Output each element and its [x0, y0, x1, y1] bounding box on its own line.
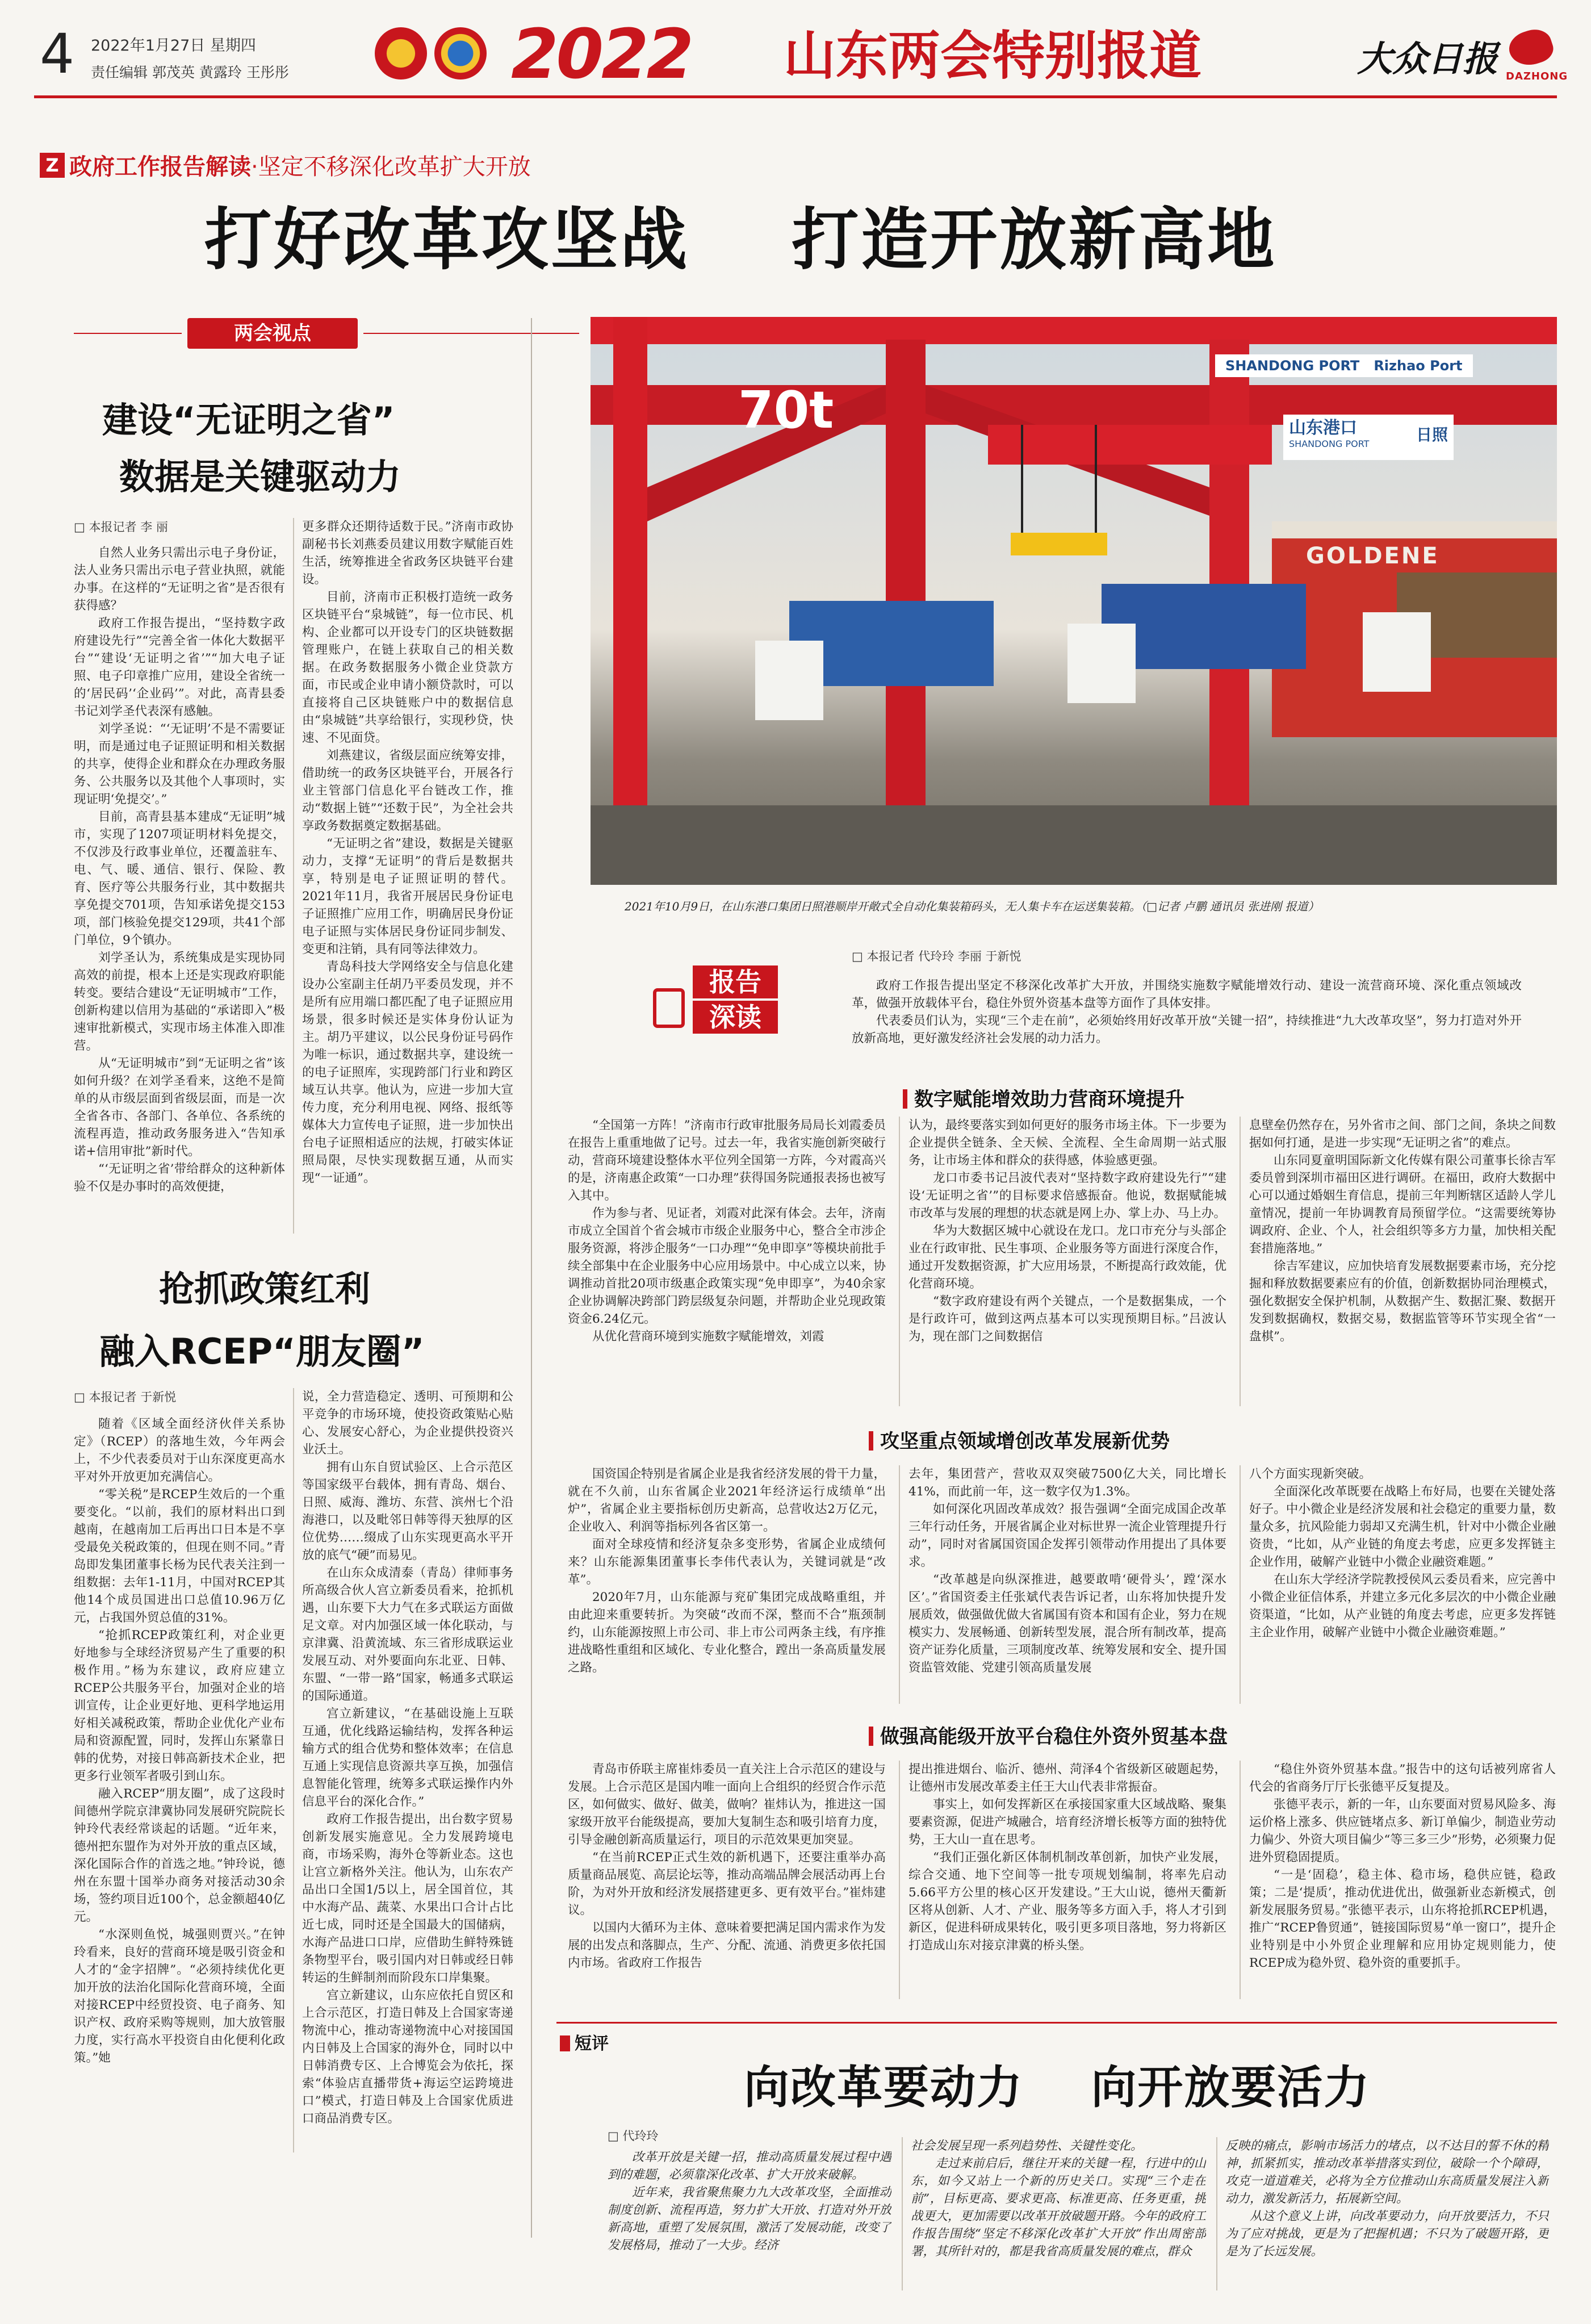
- badge-box: [187, 318, 358, 349]
- truck-cab: [755, 641, 823, 720]
- year-mark: 2022: [511, 15, 692, 94]
- paragraph: 龙口市委书记吕波代表对“坚持数字政府建设先行”“建设‘无证明之省’”的目标要求倍感振奋。他说，数据赋能城市改革与发展的理想的状态就是网上办、掌上办、马上办。: [908, 1171, 1226, 1220]
- heading-bar: [869, 1431, 873, 1451]
- paragraph: 青岛科技大学网络安全与信息化建设办公室副主任胡乃平委员发现，并不是所有应用端口都匹配了电子证照应用场景，很多时候还是实体身份认证为主。胡乃平建议，以公民身份证号码作为唯一标识，通过数据共享，建设统一的电子证照库，实现跨部门行业和跨区域互认共享。他认为，应进一步加大宣传力度，充分利用电视、网络、报纸等媒体大力宣传电子证照，进一步加快出台电子证照相适应的法规，打破实体证照局限，尽快实现数据互通，从而实现“一证通”。: [302, 960, 513, 1185]
- ship-deck: [1272, 521, 1557, 538]
- kicker-label: 政府工作报告解读: [69, 154, 251, 180]
- column-divider: [1240, 1465, 1241, 1704]
- paragraph: 山东同夏童明国际新文化传媒有限公司董事长徐吉军委员曾到深圳市福田区进行调研。在福田，政府大数据中心可以通过婚姻生育信息，提前三年判断辖区适龄人学儿童情况，提前一年协调教育局预留学位。“这需要统筹协调政府、企业、个人，社会组织等多方力量，加快相关配套措施落地。”: [1249, 1153, 1556, 1256]
- sec3-column-b: [908, 1761, 1226, 1999]
- paragraph: 刘学圣说：“‘无证明’不是不需要证明，而是通过电子证照证明和相关数据的共享，使得企业和群众在办理政务服务、公共服务以及其他个人事项时，实现证明‘免提交’。”: [74, 722, 285, 806]
- column-divider: [1240, 1761, 1241, 1999]
- section-heading-text: 数字赋能增效助力营商环境提升: [914, 1088, 1184, 1111]
- paragraph: “一是‘固稳’，稳主体、稳市场，稳供应链，稳政策；二是‘提质’，推动优进优出，做强新业态新模式，创新发展服务贸易。”张德平表示，山东将抢抓RCEP机遇，推广“RCEP鲁贸通”，链接国际贸易“单一窗口”，提升企业特别是中小外贸企业理解和应用协定规则能力，使RCEP成为稳外贸、稳外资的重要抓手。: [1249, 1868, 1556, 1970]
- paragraph: 融入RCEP“朋友圈”，成了这段时间德州学院京津冀协同发展研究院院长钟玲代表经常谈起的话题。“近年来，德州把东盟作为对外开放的重点区域，深化国际合作的首选之地。”钟玲说，德州在东盟十国举办商务对接活动30余场，签约项目近100个，总金额超40亿元。: [74, 1787, 285, 1924]
- paragraph: 如何深化巩固改革成效？报告强调“全面完成国企改革三年行动任务，开展省属企业对标世界一流企业管理提升行动”，同时对省属国资国企发挥引领带动作用提出了具体要求。: [908, 1502, 1226, 1569]
- section-heading: [869, 1721, 1228, 1749]
- paragraph: 从优化营商环境到实施数字赋能增效，刘霞: [592, 1330, 824, 1344]
- paragraph: 宫立新建议，山东应依托自贸区和上合示范区，打造日韩及上合国家寄递物流中心，推动寄递物流中心对接国国内日韩及上合国家的海外仓，同时以中日韩消费专区、上合博览会为依托，探索“体验店直播带货+海运空运跨境进口”模式，打造日韩及上合国家优质进口商品消费专区。: [302, 1988, 513, 2126]
- paragraph: 国资国企特别是省属企业是我省经济发展的骨干力量，就在不久前，山东省属企业2021年经济运行成绩单“出炉”，省属企业主要指标创历史新高，总营收达2万亿元，企业收入、利润等指标列各省区第一。: [568, 1467, 886, 1534]
- kicker-icon: Z: [40, 153, 65, 178]
- report-byline: □ 本报记者 代玲玲 李丽 于新悦: [852, 950, 1021, 963]
- port-sign: SHANDONG PORT Rizhao Port: [1215, 354, 1473, 377]
- paragraph: 以国内大循环为主体、意味着要把满足国内需求作为发展的出发点和落脚点，生产、分配、流通、消费更多依托国内市场。省政府工作报告: [568, 1921, 886, 1970]
- sec1-column-a: [568, 1117, 886, 1406]
- truck-cab: [1363, 612, 1431, 692]
- national-emblem-icon: [375, 27, 427, 80]
- paragraph: 事实上，如何发挥新区在承接国家重大区域战略、聚集要素资源，促进产城融合，培育经济增长板等方面的独特优势，王大山一直在思考。: [908, 1798, 1226, 1847]
- paragraph: 改革开放是关键一招，推动高质量发展过程中遇到的难题，必须靠深化改革、扩大开放来破解。: [608, 2150, 891, 2182]
- truck-cab: [1067, 624, 1136, 703]
- editors-line: 责任编辑 郭茂英 黄露玲 王彤彤: [91, 64, 289, 81]
- crane-leg: [886, 340, 926, 828]
- paragraph: “全国第一方阵！”济南市行政审批服务局局长刘霞委员在报告上重重地做了记号。过去一年，我省实施创新突破行动，营商环境建设整体水平位列全国第一方阵，今对霞高兴的是，济南惠企政策“一口办理”获得国务院通报表扬也被写入其中。: [568, 1118, 886, 1203]
- commentary-column-b: [911, 2137, 1206, 2290]
- sec3-column-c: [1249, 1761, 1556, 1999]
- story2-column-b: [302, 1388, 513, 2152]
- sec2-column-a: [568, 1465, 886, 1704]
- paragraph: 作为参与者、见证者，刘霞对此深有体会。去年，济南市成立全国首个省会城市市级企业服务中心，整合全市涉企服务资源，将涉企服务“一口办理”“免申即享”等模块前批手续全部集中在企业服务中心应用场景中。中心成立以来，协调推动首批20项市级惠企政策实现“免申即享”，为40余家企业协调解决跨部门跨层级复杂问题，并帮助企业兑现政策资金6.24亿元。: [568, 1206, 886, 1326]
- heading-bar: [903, 1089, 907, 1109]
- paragraph: 从这个意义上讲，向改革要动力，向开放要活力，不只为了应对挑战，更是为了把握机遇；不只为了破题开路，更是为了长远发展。: [1225, 2209, 1549, 2259]
- column-divider: [899, 1465, 900, 1704]
- banner-title: 山东两会特别报道: [784, 26, 1202, 86]
- paragraph: 八个方面实现新突破。: [1249, 1467, 1372, 1481]
- paragraph: 拥有山东自贸试验区、上合示范区等国家级平台载体，拥有青岛、烟台、日照、威海、潍坊、东营、滨州七个沿海港口，以及毗邻日韩等得天独厚的区位优势……缀成了山东实现更高水平开放的底气“硬”而易见。: [302, 1460, 513, 1562]
- story2-byline: □ 本报记者 于新悦: [74, 1390, 177, 1404]
- paragraph: 说，全力营造稳定、透明、可预期和公平竞争的市场环境，使投资政策贴心贴心、发展安心舒心，为企业提供投资兴业沃土。: [302, 1390, 513, 1457]
- commentary-label-icon: [560, 2035, 570, 2051]
- paragraph: “在当前RCEP正式生效的新机遇下，还要注重举办高质量商品展览、高层论坛等，推动高端品牌会展活动再上台阶，为对外开放和经济发展搭建更多、更有效平台。”崔炜建议。: [568, 1850, 886, 1917]
- paragraph: 宫立新建议，“在基础设施上互联互通，优化线路运输结构，发挥各种运输方式的组合优势和整体效率；在信息互通上实现信息资源共享互换，加强信息智能化管理，统筹多式联运操作内外信息平台的深化合作。”: [302, 1707, 513, 1809]
- paragraph: 在山东大学经济学院教授侯风云委员看来，应完善中小微企业征信体系，并建立多元化多层次的中小微企业融资渠道，“比如，从产业链的角度去考虑，应更多发挥链主企业作用，破解产业链中小微企业融资难题。”: [1249, 1573, 1556, 1640]
- paragraph: “稳住外资外贸基本盘。”报告中的这句话被列席省人代会的省商务厅厅长张德平反复提及。: [1249, 1762, 1556, 1794]
- spreader: [1011, 533, 1107, 555]
- story1-title-line1: 建设“无证明之省”: [102, 399, 395, 441]
- crane-leg: [613, 317, 647, 828]
- report-badge-bottom: 深读: [693, 1001, 778, 1034]
- heading-bar: [869, 1727, 873, 1746]
- sec2-column-b: [908, 1465, 1226, 1704]
- paragraph: 目前，济南市正积极打造统一政务区块链平台“泉城链”，每一位市民、机构、企业都可以开设专门的区块链数据管理账户，在链上获取自己的相关数据。在政务数据服务小微企业贷款方面，市民或企业申请小额贷款时，可以直接将自己区块链账户中的数据信息由“泉城链”共享给银行，实现秒贷，快速、不见面贷。: [302, 590, 513, 745]
- column-divider: [899, 1117, 900, 1406]
- paragraph: 华为大数据区城中心就设在龙口。龙口市充分与头部企业在行政审批、民生事项、企业服务等方面进行深度合作，通过开发数据资源，扩大应用场景，不断提高行政效能，优化营商环境。: [908, 1224, 1226, 1291]
- paragraph: “改革越是向纵深推进，越要敢啃‘硬骨头’，蹚‘深水区’。”省国资委主任张斌代表告诉记者，山东将加快提升发展质效，做强做优做大省属国有资本和国有企业，努力在规模实力、发展畅通、创新转型发展，混合所有制改革，提高资产证券化质量，三项制度改革、统筹发展和安全、提升国资监管效能、党建引领高质量发展: [908, 1573, 1226, 1675]
- paragraph: 青岛市侨联主席崔炜委员一直关注上合示范区的建设与发展。上合示范区是国内唯一面向上合组织的经贸合作示范区，如何做实、做好、做美，做响？崔炜认为，推进这一国家级开放平台能级提高，要加大复制生态和吸引培育力度，引导金融创新高质量运行，项目的示范效果更加突显。: [568, 1762, 886, 1847]
- crane-logo-panel: [1283, 415, 1454, 460]
- column-divider: [899, 1761, 900, 1999]
- section-badge: [187, 318, 358, 349]
- paragraph: 反映的痛点，影响市场活力的堵点，以不达目的誓不休的精神，抓紧抓实，推动改革举措落实到位，破除一个个障碍，攻克一道道难关，必将为全方位推动山东高质量发展注入新动力，激发新活力，拓展新空间。: [1225, 2139, 1549, 2206]
- sec3-column-a: [568, 1761, 886, 1999]
- newspaper-logo: [1357, 23, 1568, 91]
- paragraph: 政府工作报告提出，“坚持数字政府建设先行”“完善全省一体化大数据平台”“建设‘无证明之省’”“加大电子证照、电子印章推广应用，建设全省统一的‘居民码’‘企业码’”。对此，高青县委书记刘学圣代表深有感触。: [74, 616, 285, 718]
- paragraph: 近年来，我省聚焦聚力九大改革攻坚，全面推动制度创新、流程再造，努力扩大开放、打造对外开放新高地，重塑了发展氛围，激活了发展动能，改变了发展格局，推动了一大步。经济: [608, 2185, 891, 2252]
- sec1-column-c: [1249, 1117, 1556, 1406]
- column-divider: [1240, 1117, 1241, 1406]
- paragraph: 从“无证明城市”到“无证明之省”该如何升级？在刘学圣看来，这绝不是简单的从市级层面到省级层面，而是一次全省各市、各部门、各单位、各系统的流程再造，推动政务服务进入“告知承诺+信用审批”新时代。: [74, 1056, 285, 1159]
- paragraph: 在山东众成清泰（青岛）律师事务所高级合伙人宫立新委员看来，抢抓机遇，山东要下大力气在多式联运方面做足文章。对内加强区域一体化联动，与京津冀、沿黄流域、东三省形成联运业发展互动、对外要面向东北亚、日韩、东盟、“一带一路”国家，畅通多式联运的国际通道。: [302, 1566, 513, 1703]
- commentary-byline: □ 代玲玲: [608, 2129, 659, 2143]
- paragraph: “抢抓RCEP政策红利，对企业更好地参与全球经济贸易产生了重要的积极作用。”杨为东建议，政府应建立RCEP公共服务平台，加强对企业的培训宣传，让企业更好地、更科学地运用好相关减税政策，帮助企业优化产业布局和资源配置，同时，发挥山东紧靠日韩的优势，对接日韩高新技术企业，把更多行业领军者吸引到山东。: [74, 1628, 285, 1783]
- crane-logo-en: SHANDONG PORT: [1289, 438, 1370, 449]
- paragraph: 政府工作报告提出，出台数字贸易创新发展实施意见。全力发展跨境电商，市场采购，海外仓等新业态。这也让宫立新格外关注。他认为，山东农产品出口全国1/5以上，居全国首位，其中水海产品、蔬菜、水果出口合计占比近七成，同时还是全国最大的国储病，水海产品进口口岸，应借助生鲜特殊链条物型平台，吸引国内对日韩或经日韩转运的生鲜制剂而阶段东口岸集聚。: [302, 1812, 513, 1985]
- commentary-label: 短评: [575, 2034, 609, 2054]
- paragraph: 徐吉军建议，应加快培育发展数据要素市场，充分挖掘和释放数据要素应有的价值，创新数据协同治理模式，强化数据安全保护机制，从数据产生、数据汇聚、数据开发到数据确权，数据交易，数据监管等环节实现全省“一盘棋”。: [1249, 1259, 1556, 1344]
- paragraph: 提出推进烟台、临沂、德州、菏泽4个省级新区破题起势，让德州市发展改革委主任王大山代表非常振奋。: [908, 1762, 1226, 1794]
- logo-swoosh-icon: [1505, 25, 1557, 71]
- paragraph: 走过来前启后，继往开来的关键一程，行进中的山东，如今又站上一个新的历史关口。实现“三个走在前”，目标更高、要求更高、标准更高、任务更重，挑战更大，更加需要以改革开放破题开路。今年的政府工作报告围绕“坚定不移深化改革扩大开放”作出周密部署，其所针对的，都是我省高质量发展的难点，群众: [911, 2156, 1206, 2259]
- crane-girder: [988, 425, 1272, 465]
- report-intro: [852, 977, 1522, 1047]
- paragraph: “我们正强化新区体制机制改革创新，加快产业发展，综合交通、地下空间等一批专项规划编制，将率先启动5.66平方公里的核心区开发建设。”王大山说，德州天衢新区将从创新、人才、产业、服务等多方面入手，将人才引到新区，促进科研成果转化，吸引更多项目落地，努力将新区打造成山东对接京津冀的桥头堡。: [908, 1850, 1226, 1953]
- paragraph: 全面深化改革既要在战略上布好局，也要在关键处落好子。中小微企业是经济发展和社会稳定的重要力量，数量众多，抗风险能力弱却又充满生机，针对中小微企业融资贵，“比如，从产业链的角度去考虑，应更多发挥链主企业作用，破解产业链中小微企业融资难题。”: [1249, 1485, 1556, 1569]
- column-divider: [902, 2137, 903, 2290]
- kicker: [40, 149, 531, 178]
- paragraph: “数字政府建设有两个关键点，一个是数据集成，一个是行政许可，做到这两点基本可以实现预期目标。”吕波认为，现在部门之间数据信: [908, 1294, 1226, 1344]
- paragraph: “‘无证明之省’带给群众的这种新体验不仅是办事时的高效便捷，: [74, 1162, 285, 1194]
- port-scene: [591, 317, 1557, 885]
- newspaper-en: DAZHONG: [1506, 70, 1568, 82]
- news-photo: [591, 317, 1557, 885]
- column-divider: [293, 1388, 294, 2152]
- issue-date: 2022年1月27日 星期四: [91, 37, 256, 55]
- page-divider: [531, 318, 532, 2238]
- column-divider: [293, 518, 294, 1234]
- paragraph: 去年，集团营产，营收双双突破7500亿大关，同比增长41%，而此前一年，这一数字仅为1.3%。: [908, 1467, 1226, 1499]
- paragraph: 社会发展呈现一系列趋势性、关键性变化。: [911, 2139, 1143, 2153]
- report-badge-icon: [653, 988, 685, 1028]
- paragraph: 政府工作报告提出坚定不移深化改革扩大开放，并围绕实施数字赋能增效行动、建设一流营商环境、深化重点领域改革，做强开放载体平台，稳住外贸外资基本盘等方面作了具体安排。: [852, 979, 1522, 1010]
- crane-leg: [1209, 340, 1249, 805]
- page-headline: 打好改革攻坚战 打造开放新高地: [204, 200, 1277, 279]
- photo-caption: 2021年10月9日，在山东港口集团日照港顺岸开敞式全自动化集装箱码头，无人集卡车在运送集装箱。（□记者 卢鹏 通讯员 张进刚 报道）: [625, 900, 1320, 913]
- story2-title-line2: 融入RCEP“朋友圈”: [99, 1331, 425, 1372]
- story1-column-b: [302, 518, 513, 1231]
- badge-line-right: [363, 333, 579, 334]
- paragraph: 认为，最终要落实到如何更好的服务市场主体。下一步要为企业提供全链条、全天候、全流程、全生命周期一站式服务，让市场主体和群众的获得感，体验感更强。: [908, 1118, 1226, 1168]
- paragraph: 目前，高青县基本建成“无证明”城市，实现了1207项证明材料免提交，不仅涉及行政事业单位，还覆盖驻车、电、气、暖、通信、银行、保险、教育、医疗等公共服务行业，其中数据共享免提交701项，告知承诺免提交153项，部门核验免提交129项，共41个部门单位，9个镇办。: [74, 810, 285, 947]
- report-badge: [653, 965, 784, 1034]
- crane-logo-cn: 山东港口: [1289, 418, 1357, 438]
- section-heading-text: 做强高能级开放平台稳住外资外贸基本盘: [880, 1725, 1228, 1748]
- commentary-column-a: [608, 2149, 891, 2290]
- paragraph: “水深则鱼悦，城强则贾兴。”在钟玲看来，良好的营商环境是吸引资金和人才的“金字招牌”。“必须持续优化更加开放的法治化国际化营商环境，全面对接RCEP中经贸投资、电子商务、知识产权、政府采购等规则，加大放管服力度，实行高水平投资自由化便利化政策。”她: [74, 1928, 285, 2065]
- section-heading: [903, 1084, 1184, 1111]
- paragraph: 2020年7月，山东能源与兖矿集团完成战略重组，并由此迎来重要转折。为突破“改而不深，整而不合”瓶颈制约，山东能源按照上市公司、非上市公司两条主线，有序推进战略性重组和区域化、专业化整合，蹚出一条高质量发展之路。: [568, 1590, 886, 1675]
- commentary-label-wrap: [560, 2029, 609, 2054]
- commentary-box: [556, 2022, 1557, 2294]
- crane-girder: [591, 317, 1557, 344]
- quay-ground: [591, 805, 1557, 885]
- story2-title-line1: 抢抓政策红利: [159, 1268, 371, 1310]
- crane-tonnage-mark: 70t: [738, 381, 834, 440]
- badge-line-left: [74, 333, 182, 334]
- ship-name: GOLDENE: [1306, 543, 1439, 569]
- newspaper-name: 大众日报: [1357, 38, 1498, 80]
- section-heading: [869, 1426, 1170, 1453]
- paragraph: 面对全球疫情和经济复杂多变形势，省属企业成绩何来？山东能源集团董事长李伟代表认为，关键词就是“改革”。: [568, 1537, 886, 1587]
- paragraph: 自然人业务只需出示电子身份证，法人业务只需出示电子营业执照，就能办事。在这样的“无证明之省”是否很有获得感？: [74, 546, 285, 613]
- paragraph: “无证明之省”建设，数据是关键驱动力，支撑“无证明”的背后是数据共享，特别是电子证照证明的替代。2021年11月，我省开展居民身份证电子证照推广应用工作，明确居民身份证电子证照与实体居民身份证同步制发、变更和注销，具有同等法律效力。: [302, 837, 513, 956]
- sec1-column-b: [908, 1117, 1226, 1406]
- report-badge-top: 报告: [693, 965, 778, 998]
- paragraph: 刘学圣认为，系统集成是实现协同高效的前提，根本上还是实现政府职能转变。要结合建设“无证明城市”工作，创新构建以信用为基础的“承诺即入”极速审批新模式，实现市场主体准入即准营。: [74, 951, 285, 1053]
- page-masthead: [34, 15, 1568, 94]
- section-heading-text: 攻坚重点领域增创改革发展新优势: [880, 1430, 1170, 1453]
- paragraph: 更多群众还期待适数于民。”济南市政协副秘书长刘燕委员建议用数字赋能百姓生活，统筹推进全省政务区块链平台建设。: [302, 520, 513, 587]
- paragraph: 代表委员们认为，实现“三个走在前”，必须始终用好改革开放“关键一招”，持续推进“九大改革攻坚”，努力打造对外开放新高地，更好激发经济社会发展的动力活力。: [852, 1014, 1522, 1046]
- paragraph: 张德平表示，新的一年，山东要面对贸易风险多、海运价格上涨多、供应链堵点多、新订单偏少，制造业劳动力偏少、外资大项目偏少“等三多三少”形势，必须聚力促进外贸稳固提质。: [1249, 1798, 1556, 1865]
- paragraph: 刘燕建议，省级层面应统筹安排，借助统一的政务区块链平台，开展各行业主管部门信息化平台链改工作，推动“数据上链”“还数于民”，为全社会共享政务数据奠定数据基础。: [302, 749, 513, 833]
- cppcc-emblem-icon: [434, 27, 487, 80]
- story1-column-a: [74, 544, 285, 1231]
- paragraph: 息壁垒仍然存在，另外省市之间、部门之间，条块之间数据如何打通，是进一步实现“无证明之省”的难点。: [1249, 1118, 1556, 1150]
- paragraph: “零关税”是RCEP生效后的一个重要变化。“以前，我们的原材料出口到越南，在越南加工后再出口日本是不享受最免关税政策的，但现在则不同。”青岛即发集团董事长杨为民代表关注到一组数据：去年1-11月，中国对RCEP其他14个成员国进出口总值10.96万亿元，占我国外贸总值的31%。: [74, 1487, 285, 1625]
- commentary-title: 向改革要动力 向开放要活力: [744, 2061, 1371, 2114]
- paragraph: 随着《区域全面经济伙伴关系协定》（RCEP）的落地生效，今年两会上，不少代表委员对于山东深度更高水平对外开放更加充满信心。: [74, 1417, 285, 1484]
- badge-label: 两会视点: [234, 322, 311, 345]
- story1-byline: □ 本报记者 李 丽: [74, 520, 168, 534]
- sec2-column-c: [1249, 1465, 1556, 1704]
- page-number: 4: [40, 22, 75, 86]
- story2-column-a: [74, 1415, 285, 2148]
- story1-title-line2: 数据是关键驱动力: [119, 456, 401, 498]
- kicker-sub: ·坚定不移深化改革扩大开放: [251, 154, 531, 180]
- column-divider: [1216, 2137, 1217, 2290]
- crane-logo-sub: 日照: [1416, 425, 1448, 444]
- masthead-rule: [34, 95, 1557, 98]
- commentary-column-c: [1225, 2137, 1549, 2290]
